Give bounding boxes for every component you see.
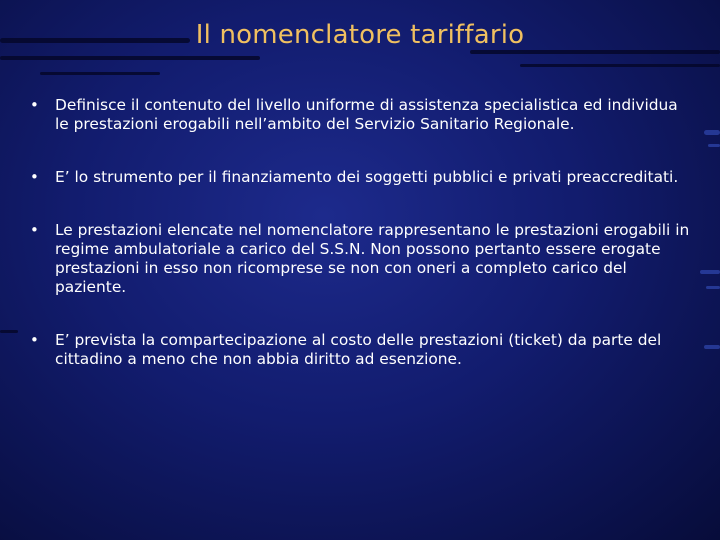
background-streak [520, 64, 720, 67]
bullet-icon: • [30, 96, 39, 114]
bullet-text: Definisce il contenuto del livello uniforme di assistenza specialistica ed individua le prestazioni erogabili nell’ambito del Servizio Sanitario Regionale. [55, 96, 678, 133]
bullet-item [30, 96, 690, 134]
background-streak [704, 130, 720, 135]
slide-title: Il nomenclatore tariffario [195, 20, 525, 50]
bullet-text: E’ prevista la compartecipazione al costo delle prestazioni (ticket) da parte del cittadino a meno che non abbia diritto ad esenzione. [55, 331, 662, 368]
background-streak [0, 56, 260, 60]
background-streak [470, 50, 720, 54]
bullet-text: E’ lo strumento per il finanziamento dei soggetti pubblici e privati preaccreditati. [55, 168, 679, 186]
background-streak [700, 270, 720, 274]
bullet-item [30, 221, 690, 297]
bullet-icon: • [30, 168, 39, 186]
bullet-list [30, 96, 690, 403]
background-streak [708, 144, 720, 147]
background-streak [0, 330, 18, 333]
background-streak [40, 72, 160, 75]
bullet-item [30, 331, 690, 369]
background-streak [706, 286, 720, 289]
background-streak [704, 345, 720, 349]
bullet-text: Le prestazioni elencate nel nomenclatore rappresentano le prestazioni erogabili in regime ambulatoriale a carico del S.S.N. Non possono pertanto essere erogate prestazioni in esso non ricomprese se non con oneri a completo carico del paziente. [55, 221, 690, 296]
bullet-item [30, 168, 690, 187]
bullet-icon: • [30, 331, 39, 349]
bullet-icon: • [30, 221, 39, 239]
